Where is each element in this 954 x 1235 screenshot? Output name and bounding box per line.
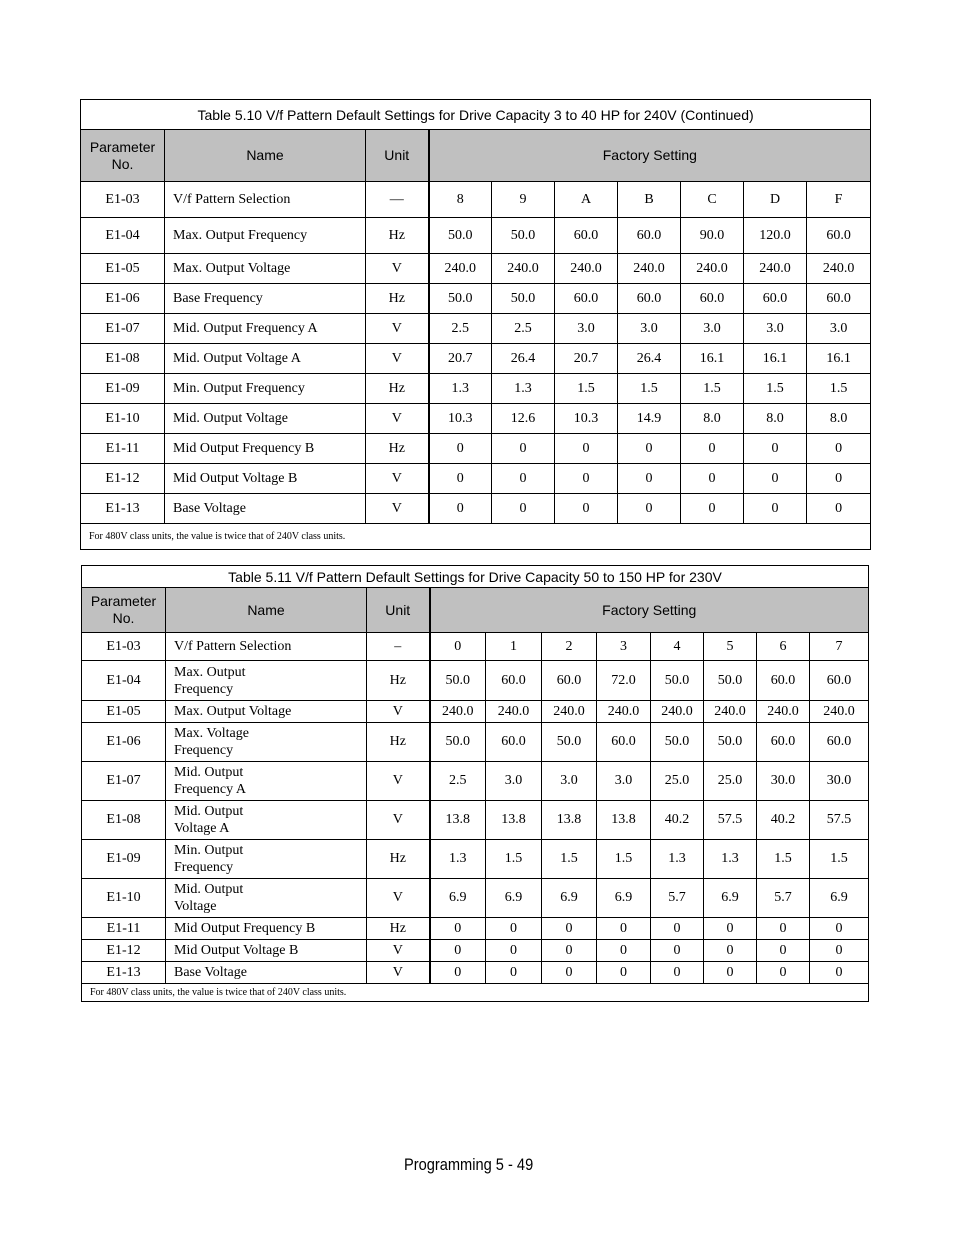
table-5-10 bbox=[80, 99, 871, 550]
unit-cell: Hz bbox=[366, 218, 429, 254]
factory-setting-cell: 0 bbox=[744, 464, 807, 494]
factory-setting-cell: 240.0 bbox=[744, 254, 807, 284]
name-cell: Mid Output Frequency B bbox=[165, 434, 366, 464]
factory-setting-cell: 5.7 bbox=[651, 879, 704, 918]
factory-setting-cell: 60.0 bbox=[807, 284, 871, 314]
table-row bbox=[82, 723, 869, 762]
factory-setting-cell: 2.5 bbox=[492, 314, 555, 344]
name-cell: Mid Output Frequency B bbox=[166, 918, 367, 940]
factory-setting-cell: 0 bbox=[651, 940, 704, 962]
factory-setting-cell: 2.5 bbox=[429, 314, 492, 344]
factory-setting-cell: 60.0 bbox=[555, 284, 618, 314]
factory-setting-cell: B bbox=[618, 182, 681, 218]
factory-setting-cell: 0 bbox=[429, 434, 492, 464]
factory-setting-cell: 0 bbox=[704, 962, 757, 984]
name-cell: Mid Output Voltage B bbox=[165, 464, 366, 494]
factory-setting-cell: 240.0 bbox=[810, 701, 869, 723]
factory-setting-cell: 240.0 bbox=[618, 254, 681, 284]
parameter-no-cell: E1-07 bbox=[81, 314, 165, 344]
factory-setting-cell: 0 bbox=[681, 434, 744, 464]
factory-setting-cell: 26.4 bbox=[492, 344, 555, 374]
name-cell: Max. Output Frequency bbox=[166, 661, 367, 701]
factory-setting-cell: 0 bbox=[810, 940, 869, 962]
factory-setting-cell: 0 bbox=[542, 918, 597, 940]
factory-setting-cell: 13.8 bbox=[486, 801, 542, 840]
factory-setting-cell: 0 bbox=[618, 494, 681, 524]
factory-setting-cell: 8 bbox=[429, 182, 492, 218]
table-row bbox=[81, 182, 871, 218]
factory-setting-cell: 20.7 bbox=[555, 344, 618, 374]
factory-setting-cell: 25.0 bbox=[704, 762, 757, 801]
table-row bbox=[82, 801, 869, 840]
factory-setting-cell: 40.2 bbox=[757, 801, 810, 840]
factory-setting-cell: 0 bbox=[618, 464, 681, 494]
factory-setting-cell: 50.0 bbox=[429, 218, 492, 254]
factory-setting-cell: 1.5 bbox=[555, 374, 618, 404]
factory-setting-cell: 6.9 bbox=[430, 879, 486, 918]
name-cell: Min. Output Frequency bbox=[165, 374, 366, 404]
name-cell: Mid Output Voltage B bbox=[166, 940, 367, 962]
factory-setting-cell: D bbox=[744, 182, 807, 218]
factory-setting-cell: 20.7 bbox=[429, 344, 492, 374]
table-row bbox=[81, 464, 871, 494]
unit-cell: Hz bbox=[366, 374, 429, 404]
parameter-no-cell: E1-04 bbox=[82, 661, 166, 701]
unit-cell: V bbox=[366, 254, 429, 284]
unit-cell: — bbox=[366, 182, 429, 218]
name-cell: Base Frequency bbox=[165, 284, 366, 314]
table-row bbox=[81, 314, 871, 344]
factory-setting-cell: 50.0 bbox=[492, 284, 555, 314]
factory-setting-cell: 240.0 bbox=[555, 254, 618, 284]
page-footer: Programming 5 - 49 bbox=[404, 1155, 534, 1174]
factory-setting-cell: 1.3 bbox=[651, 840, 704, 879]
parameter-no-cell: E1-03 bbox=[82, 633, 166, 661]
factory-setting-cell: 60.0 bbox=[807, 218, 871, 254]
factory-setting-cell: 1.3 bbox=[704, 840, 757, 879]
table-row bbox=[81, 218, 871, 254]
factory-setting-cell: 1 bbox=[486, 633, 542, 661]
table-row bbox=[81, 344, 871, 374]
name-cell: Mid. Output Frequency A bbox=[165, 314, 366, 344]
factory-setting-cell: 3.0 bbox=[555, 314, 618, 344]
factory-setting-cell: 0 bbox=[555, 434, 618, 464]
factory-setting-cell: 60.0 bbox=[618, 284, 681, 314]
factory-setting-cell: 0 bbox=[597, 962, 651, 984]
factory-setting-cell: 60.0 bbox=[486, 661, 542, 701]
factory-setting-cell: 60.0 bbox=[542, 661, 597, 701]
table-row bbox=[82, 840, 869, 879]
unit-cell: V bbox=[367, 762, 430, 801]
factory-setting-cell: 0 bbox=[430, 940, 486, 962]
parameter-no-cell: E1-11 bbox=[81, 434, 165, 464]
factory-setting-cell: 60.0 bbox=[618, 218, 681, 254]
table-row bbox=[81, 254, 871, 284]
factory-setting-cell: 30.0 bbox=[757, 762, 810, 801]
name-cell: Mid. Output Voltage A bbox=[165, 344, 366, 374]
unit-cell: V bbox=[366, 314, 429, 344]
name-cell: Base Voltage bbox=[165, 494, 366, 524]
factory-setting-cell: 16.1 bbox=[744, 344, 807, 374]
factory-setting-cell: 6.9 bbox=[597, 879, 651, 918]
factory-setting-cell: 0 bbox=[807, 464, 871, 494]
factory-setting-cell: 0 bbox=[618, 434, 681, 464]
factory-setting-cell: 57.5 bbox=[810, 801, 869, 840]
unit-cell: Hz bbox=[367, 918, 430, 940]
parameter-no-cell: E1-13 bbox=[82, 962, 166, 984]
factory-setting-cell: 1.3 bbox=[429, 374, 492, 404]
parameter-no-cell: E1-07 bbox=[82, 762, 166, 801]
factory-setting-cell: 240.0 bbox=[757, 701, 810, 723]
factory-setting-cell: 1.5 bbox=[542, 840, 597, 879]
factory-setting-cell: 60.0 bbox=[757, 661, 810, 701]
factory-setting-cell: 0 bbox=[492, 464, 555, 494]
factory-setting-cell: 3.0 bbox=[681, 314, 744, 344]
header-parameter-no: Parameter No. bbox=[82, 588, 166, 633]
factory-setting-cell: 50.0 bbox=[651, 723, 704, 762]
name-cell: Max. Output Voltage bbox=[166, 701, 367, 723]
parameter-no-cell: E1-08 bbox=[82, 801, 166, 840]
table-row bbox=[82, 940, 869, 962]
factory-setting-cell: 26.4 bbox=[618, 344, 681, 374]
factory-setting-cell: 57.5 bbox=[704, 801, 757, 840]
factory-setting-cell: 3.0 bbox=[618, 314, 681, 344]
factory-setting-cell: 1.5 bbox=[810, 840, 869, 879]
factory-setting-cell: 13.8 bbox=[542, 801, 597, 840]
unit-cell: V bbox=[367, 801, 430, 840]
factory-setting-cell: 120.0 bbox=[744, 218, 807, 254]
table-row bbox=[82, 633, 869, 661]
name-cell: Mid. Output Voltage bbox=[165, 404, 366, 434]
factory-setting-cell: 60.0 bbox=[597, 723, 651, 762]
factory-setting-cell: 0 bbox=[744, 434, 807, 464]
factory-setting-cell: 12.6 bbox=[492, 404, 555, 434]
factory-setting-cell: 2.5 bbox=[430, 762, 486, 801]
factory-setting-cell: 1.5 bbox=[757, 840, 810, 879]
factory-setting-cell: 0 bbox=[492, 434, 555, 464]
factory-setting-cell: 60.0 bbox=[486, 723, 542, 762]
parameter-no-cell: E1-09 bbox=[82, 840, 166, 879]
factory-setting-cell: 1.5 bbox=[744, 374, 807, 404]
unit-cell: V bbox=[367, 879, 430, 918]
factory-setting-cell: 0 bbox=[555, 464, 618, 494]
table-caption: Table 5.11 V/f Pattern Default Settings for Drive Capacity 50 to 150 HP for 230V bbox=[82, 566, 869, 588]
factory-setting-cell: 0 bbox=[486, 940, 542, 962]
factory-setting-cell: 0 bbox=[430, 962, 486, 984]
factory-setting-cell: 50.0 bbox=[704, 723, 757, 762]
factory-setting-cell: 6.9 bbox=[704, 879, 757, 918]
factory-setting-cell: 240.0 bbox=[430, 701, 486, 723]
factory-setting-cell: 0 bbox=[429, 464, 492, 494]
table-row bbox=[81, 494, 871, 524]
factory-setting-cell: 0 bbox=[704, 940, 757, 962]
table-5-11 bbox=[81, 565, 869, 1002]
factory-setting-cell: 0 bbox=[486, 962, 542, 984]
parameter-no-cell: E1-12 bbox=[81, 464, 165, 494]
factory-setting-cell: 0 bbox=[681, 464, 744, 494]
factory-setting-cell: 8.0 bbox=[744, 404, 807, 434]
table-caption: Table 5.10 V/f Pattern Default Settings for Drive Capacity 3 to 40 HP for 240V (Continued) bbox=[81, 100, 871, 130]
factory-setting-cell: 60.0 bbox=[810, 661, 869, 701]
factory-setting-cell: C bbox=[681, 182, 744, 218]
parameter-no-cell: E1-06 bbox=[82, 723, 166, 762]
table-row bbox=[82, 879, 869, 918]
table-row bbox=[82, 762, 869, 801]
table-body bbox=[81, 182, 871, 524]
header-unit: Unit bbox=[366, 130, 429, 182]
factory-setting-cell: 10.3 bbox=[429, 404, 492, 434]
unit-cell: V bbox=[366, 344, 429, 374]
factory-setting-cell: 7 bbox=[810, 633, 869, 661]
factory-setting-cell: 0 bbox=[486, 918, 542, 940]
factory-setting-cell: 0 bbox=[807, 434, 871, 464]
unit-cell: Hz bbox=[367, 661, 430, 701]
parameter-no-cell: E1-11 bbox=[82, 918, 166, 940]
name-cell: Max. Output Frequency bbox=[165, 218, 366, 254]
factory-setting-cell: 60.0 bbox=[744, 284, 807, 314]
name-cell: Mid. Output Voltage A bbox=[166, 801, 367, 840]
name-cell: Min. Output Frequency bbox=[166, 840, 367, 879]
factory-setting-cell: 1.3 bbox=[492, 374, 555, 404]
factory-setting-cell: 8.0 bbox=[807, 404, 871, 434]
unit-cell: Hz bbox=[366, 284, 429, 314]
parameter-no-cell: E1-05 bbox=[81, 254, 165, 284]
factory-setting-cell: 0 bbox=[597, 918, 651, 940]
factory-setting-cell: 60.0 bbox=[555, 218, 618, 254]
table-row bbox=[82, 918, 869, 940]
factory-setting-cell: 3.0 bbox=[744, 314, 807, 344]
table-row bbox=[82, 962, 869, 984]
table-row bbox=[82, 701, 869, 723]
factory-setting-cell: 50.0 bbox=[430, 661, 486, 701]
unit-cell: Hz bbox=[366, 434, 429, 464]
factory-setting-cell: 6 bbox=[757, 633, 810, 661]
factory-setting-cell: 0 bbox=[555, 494, 618, 524]
unit-cell: V bbox=[367, 940, 430, 962]
factory-setting-cell: 0 bbox=[757, 940, 810, 962]
factory-setting-cell: 16.1 bbox=[681, 344, 744, 374]
factory-setting-cell: 1.5 bbox=[681, 374, 744, 404]
header-unit: Unit bbox=[367, 588, 430, 633]
table-body bbox=[82, 633, 869, 984]
factory-setting-cell: 0 bbox=[651, 918, 704, 940]
factory-setting-cell: 240.0 bbox=[542, 701, 597, 723]
factory-setting-cell: 3.0 bbox=[807, 314, 871, 344]
unit-cell: Hz bbox=[367, 723, 430, 762]
factory-setting-cell: 50.0 bbox=[542, 723, 597, 762]
header-name: Name bbox=[165, 130, 366, 182]
factory-setting-cell: 1.5 bbox=[618, 374, 681, 404]
factory-setting-cell: 3 bbox=[597, 633, 651, 661]
table-row bbox=[81, 404, 871, 434]
factory-setting-cell: 14.9 bbox=[618, 404, 681, 434]
factory-setting-cell: 240.0 bbox=[597, 701, 651, 723]
name-cell: Mid. Output Frequency A bbox=[166, 762, 367, 801]
factory-setting-cell: 240.0 bbox=[429, 254, 492, 284]
factory-setting-cell: 50.0 bbox=[651, 661, 704, 701]
factory-setting-cell: 0 bbox=[430, 918, 486, 940]
parameter-no-cell: E1-04 bbox=[81, 218, 165, 254]
parameter-no-cell: E1-08 bbox=[81, 344, 165, 374]
name-cell: Max. Voltage Frequency bbox=[166, 723, 367, 762]
factory-setting-cell: F bbox=[807, 182, 871, 218]
parameter-no-cell: E1-13 bbox=[81, 494, 165, 524]
name-cell: Max. Output Voltage bbox=[165, 254, 366, 284]
factory-setting-cell: 6.9 bbox=[486, 879, 542, 918]
factory-setting-cell: 50.0 bbox=[492, 218, 555, 254]
parameter-no-cell: E1-10 bbox=[82, 879, 166, 918]
factory-setting-cell: 60.0 bbox=[681, 284, 744, 314]
header-parameter-no: Parameter No. bbox=[81, 130, 165, 182]
factory-setting-cell: A bbox=[555, 182, 618, 218]
factory-setting-cell: 1.3 bbox=[430, 840, 486, 879]
table-note: For 480V class units, the value is twice that of 240V class units. bbox=[82, 984, 869, 1002]
factory-setting-cell: 3.0 bbox=[486, 762, 542, 801]
factory-setting-cell: 0 bbox=[681, 494, 744, 524]
parameter-no-cell: E1-12 bbox=[82, 940, 166, 962]
table-note: For 480V class units, the value is twice that of 240V class units. bbox=[81, 524, 871, 550]
table-row bbox=[81, 374, 871, 404]
factory-setting-cell: 0 bbox=[429, 494, 492, 524]
parameter-no-cell: E1-03 bbox=[81, 182, 165, 218]
factory-setting-cell: 60.0 bbox=[810, 723, 869, 762]
factory-setting-cell: 0 bbox=[810, 962, 869, 984]
factory-setting-cell: 0 bbox=[757, 962, 810, 984]
factory-setting-cell: 90.0 bbox=[681, 218, 744, 254]
factory-setting-cell: 0 bbox=[597, 940, 651, 962]
header-name: Name bbox=[166, 588, 367, 633]
factory-setting-cell: 0 bbox=[542, 940, 597, 962]
factory-setting-cell: 13.8 bbox=[597, 801, 651, 840]
factory-setting-cell: 9 bbox=[492, 182, 555, 218]
table-row bbox=[81, 434, 871, 464]
factory-setting-cell: 40.2 bbox=[651, 801, 704, 840]
name-cell: V/f Pattern Selection bbox=[166, 633, 367, 661]
unit-cell: V bbox=[366, 494, 429, 524]
factory-setting-cell: 0 bbox=[757, 918, 810, 940]
factory-setting-cell: 3.0 bbox=[542, 762, 597, 801]
unit-cell: V bbox=[366, 464, 429, 494]
factory-setting-cell: 240.0 bbox=[492, 254, 555, 284]
unit-cell: V bbox=[367, 701, 430, 723]
factory-setting-cell: 1.5 bbox=[486, 840, 542, 879]
factory-setting-cell: 50.0 bbox=[704, 661, 757, 701]
factory-setting-cell: 0 bbox=[704, 918, 757, 940]
header-factory-setting: Factory Setting bbox=[430, 588, 869, 633]
factory-setting-cell: 1.5 bbox=[807, 374, 871, 404]
unit-cell: V bbox=[367, 962, 430, 984]
unit-cell: V bbox=[366, 404, 429, 434]
unit-cell: – bbox=[367, 633, 430, 661]
factory-setting-cell: 1.5 bbox=[597, 840, 651, 879]
name-cell: Mid. Output Voltage bbox=[166, 879, 367, 918]
factory-setting-cell: 240.0 bbox=[651, 701, 704, 723]
factory-setting-cell: 5 bbox=[704, 633, 757, 661]
factory-setting-cell: 25.0 bbox=[651, 762, 704, 801]
factory-setting-cell: 3.0 bbox=[597, 762, 651, 801]
factory-setting-cell: 240.0 bbox=[486, 701, 542, 723]
factory-setting-cell: 0 bbox=[430, 633, 486, 661]
factory-setting-cell: 6.9 bbox=[810, 879, 869, 918]
parameter-no-cell: E1-06 bbox=[81, 284, 165, 314]
factory-setting-cell: 60.0 bbox=[757, 723, 810, 762]
name-cell: V/f Pattern Selection bbox=[165, 182, 366, 218]
factory-setting-cell: 30.0 bbox=[810, 762, 869, 801]
table-row bbox=[81, 284, 871, 314]
factory-setting-cell: 8.0 bbox=[681, 404, 744, 434]
name-cell: Base Voltage bbox=[166, 962, 367, 984]
factory-setting-cell: 4 bbox=[651, 633, 704, 661]
factory-setting-cell: 6.9 bbox=[542, 879, 597, 918]
factory-setting-cell: 240.0 bbox=[681, 254, 744, 284]
factory-setting-cell: 0 bbox=[807, 494, 871, 524]
factory-setting-cell: 50.0 bbox=[429, 284, 492, 314]
factory-setting-cell: 72.0 bbox=[597, 661, 651, 701]
factory-setting-cell: 0 bbox=[810, 918, 869, 940]
parameter-no-cell: E1-10 bbox=[81, 404, 165, 434]
factory-setting-cell: 50.0 bbox=[430, 723, 486, 762]
factory-setting-cell: 2 bbox=[542, 633, 597, 661]
parameter-no-cell: E1-09 bbox=[81, 374, 165, 404]
table-row bbox=[82, 661, 869, 701]
factory-setting-cell: 0 bbox=[492, 494, 555, 524]
factory-setting-cell: 13.8 bbox=[430, 801, 486, 840]
parameter-no-cell: E1-05 bbox=[82, 701, 166, 723]
unit-cell: Hz bbox=[367, 840, 430, 879]
factory-setting-cell: 0 bbox=[542, 962, 597, 984]
factory-setting-cell: 240.0 bbox=[807, 254, 871, 284]
factory-setting-cell: 0 bbox=[651, 962, 704, 984]
factory-setting-cell: 10.3 bbox=[555, 404, 618, 434]
factory-setting-cell: 16.1 bbox=[807, 344, 871, 374]
header-factory-setting: Factory Setting bbox=[429, 130, 871, 182]
factory-setting-cell: 0 bbox=[744, 494, 807, 524]
factory-setting-cell: 240.0 bbox=[704, 701, 757, 723]
factory-setting-cell: 5.7 bbox=[757, 879, 810, 918]
